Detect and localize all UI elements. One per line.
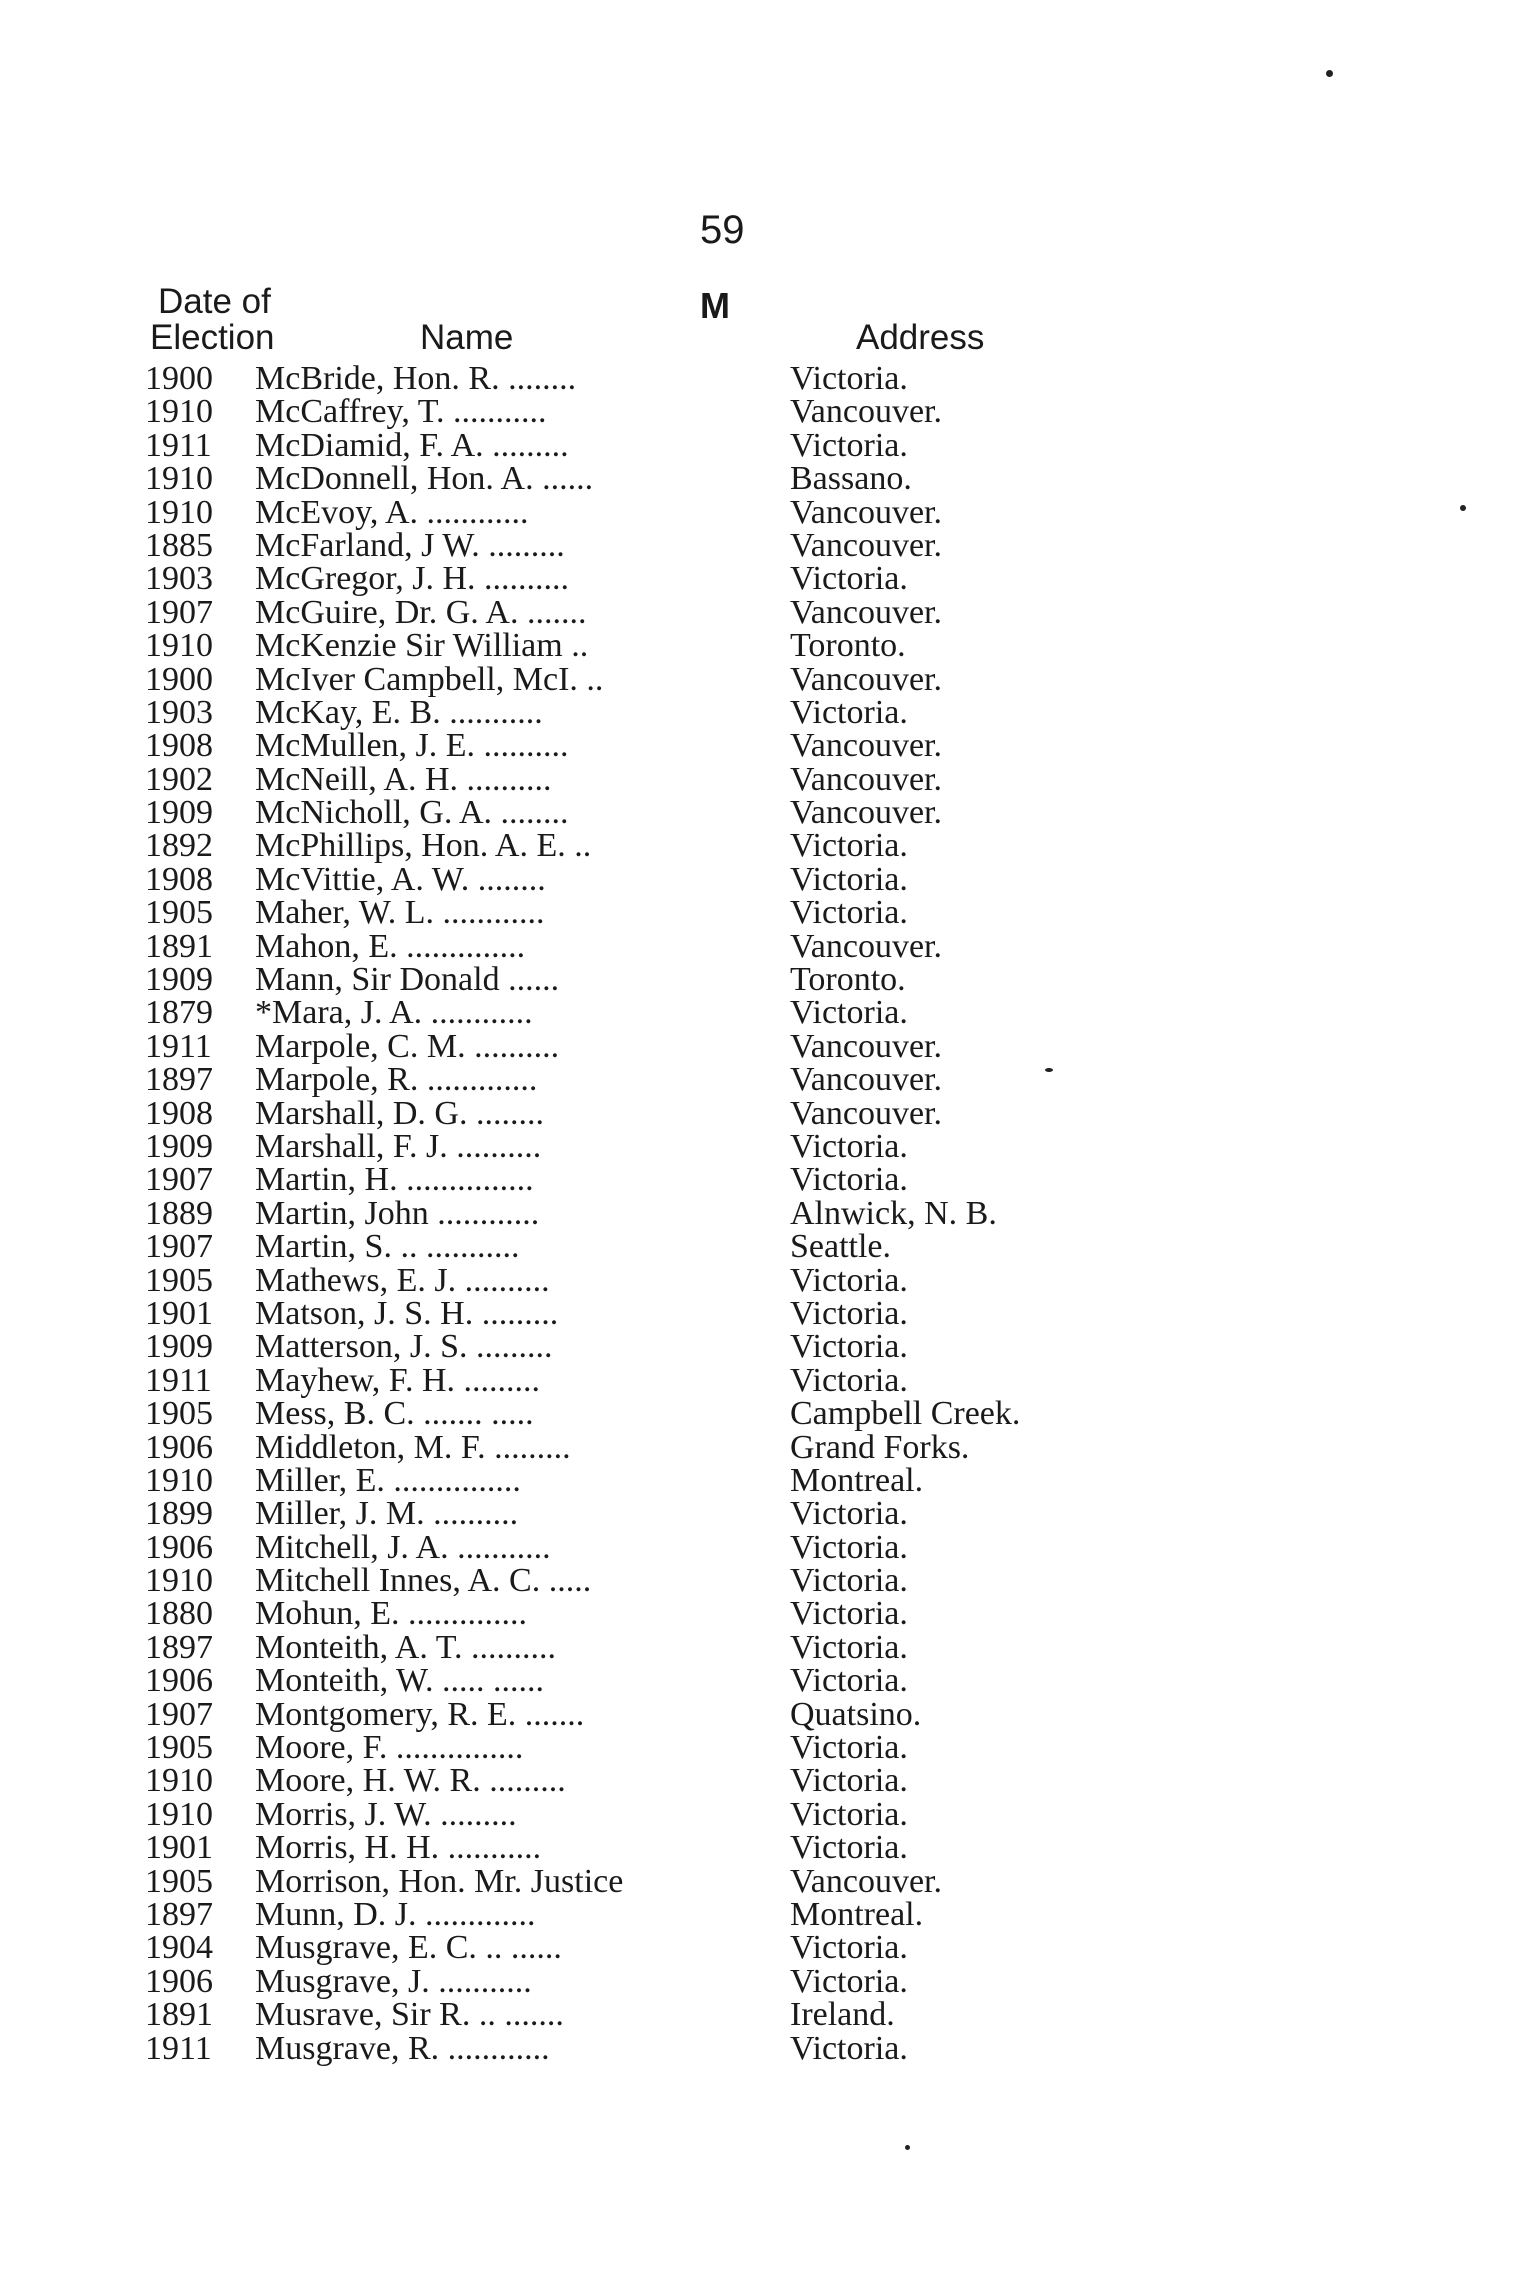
column-header-date-line1: Date of	[158, 282, 271, 321]
member-row	[145, 1261, 1185, 1299]
member-row	[145, 1161, 1185, 1199]
member-address: Victoria.	[790, 1929, 908, 1967]
election-year: 1906	[145, 1528, 213, 1566]
election-year: 1910	[145, 1461, 213, 1499]
member-row	[145, 794, 1185, 832]
election-year: 1906	[145, 1962, 213, 2000]
member-address: Victoria.	[790, 1562, 908, 1600]
member-name: Marpole, C. M. ..........	[255, 1027, 560, 1065]
member-row	[145, 927, 1185, 965]
member-row	[145, 727, 1185, 765]
member-row	[145, 827, 1185, 865]
member-name: Musgrave, R. ............	[255, 2029, 550, 2067]
election-year: 1910	[145, 393, 213, 431]
member-name: McBride, Hon. R. ........	[255, 360, 577, 397]
election-year: 1880	[145, 1595, 213, 1633]
member-address: Victoria.	[790, 360, 908, 397]
member-address: Victoria.	[790, 1762, 908, 1800]
member-address: Alnwick, N. B.	[790, 1194, 997, 1232]
election-year: 1911	[145, 426, 212, 464]
member-address: Victoria.	[790, 1962, 908, 2000]
election-year: 1900	[145, 360, 213, 397]
election-year: 1906	[145, 1662, 213, 1700]
member-name: Marpole, R. .............	[255, 1061, 538, 1099]
member-name: Morris, J. W. .........	[255, 1795, 517, 1833]
member-row	[145, 1996, 1185, 2034]
member-address: Victoria.	[790, 1528, 908, 1566]
member-address: Victoria.	[790, 994, 908, 1032]
print-speck	[1460, 505, 1466, 511]
member-list	[145, 362, 1185, 2065]
member-row	[145, 393, 1185, 431]
election-year: 1910	[145, 1562, 213, 1600]
member-row	[145, 1361, 1185, 1399]
member-row	[145, 1395, 1185, 1433]
page-number: 59	[700, 208, 745, 252]
member-row	[145, 1328, 1185, 1366]
member-name: McDonnell, Hon. A. ......	[255, 460, 594, 498]
member-address: Grand Forks.	[790, 1428, 970, 1466]
member-row	[145, 1027, 1185, 1065]
member-name: McKenzie Sir William ..	[255, 627, 589, 665]
print-speck	[1045, 1068, 1053, 1072]
election-year: 1892	[145, 827, 213, 865]
member-row	[145, 1562, 1185, 1600]
member-name: Mohun, E. ..............	[255, 1595, 527, 1633]
election-year: 1905	[145, 894, 213, 932]
member-name: Musrave, Sir R. .. .......	[255, 1996, 564, 2034]
election-year: 1908	[145, 860, 213, 898]
member-row	[145, 1929, 1185, 1967]
member-address: Victoria.	[790, 1161, 908, 1199]
member-row	[145, 627, 1185, 665]
member-name: Mitchell Innes, A. C. .....	[255, 1562, 592, 1600]
member-row	[145, 460, 1185, 498]
member-address: Vancouver.	[790, 526, 943, 564]
election-year: 1891	[145, 1996, 213, 2034]
election-year: 1907	[145, 593, 213, 631]
member-address: Vancouver.	[790, 1027, 943, 1065]
member-name: Musgrave, E. C. .. ......	[255, 1929, 562, 1967]
election-year: 1905	[145, 1395, 213, 1433]
member-address: Victoria.	[790, 1795, 908, 1833]
member-row	[145, 1862, 1185, 1900]
member-name: Martin, S. .. ...........	[255, 1228, 520, 1266]
election-year: 1907	[145, 1161, 213, 1199]
member-address: Seattle.	[790, 1228, 892, 1266]
print-speck	[905, 2145, 910, 2150]
election-year: 1903	[145, 560, 213, 598]
election-year: 1911	[145, 1027, 212, 1065]
election-year: 1910	[145, 1795, 213, 1833]
member-row	[145, 860, 1185, 898]
member-row	[145, 1528, 1185, 1566]
member-row	[145, 1962, 1185, 2000]
member-address: Victoria.	[790, 860, 908, 898]
member-row	[145, 1895, 1185, 1933]
member-name: Marshall, D. G. ........	[255, 1094, 544, 1132]
election-year: 1909	[145, 794, 213, 832]
election-year: 1910	[145, 460, 213, 498]
member-name: Mahon, E. ..............	[255, 927, 526, 965]
election-year: 1904	[145, 1929, 213, 1967]
member-name: Marshall, F. J. ..........	[255, 1127, 542, 1165]
member-name: McNeill, A. H. ..........	[255, 760, 552, 798]
member-address: Vancouver.	[790, 1862, 943, 1900]
member-name: Matson, J. S. H. .........	[255, 1294, 559, 1332]
member-address: Victoria.	[790, 1662, 908, 1700]
election-year: 1900	[145, 660, 213, 698]
election-year: 1909	[145, 1328, 213, 1366]
member-address: Victoria.	[790, 1328, 908, 1366]
member-name: Morris, H. H. ...........	[255, 1829, 542, 1867]
member-address: Victoria.	[790, 1628, 908, 1666]
member-row	[145, 1595, 1185, 1633]
election-year: 1906	[145, 1428, 213, 1466]
member-name: Musgrave, J. ...........	[255, 1962, 532, 2000]
election-year: 1897	[145, 1628, 213, 1666]
column-header-name: Name	[420, 318, 514, 357]
election-year: 1908	[145, 1094, 213, 1132]
member-address: Vancouver.	[790, 927, 943, 965]
member-row	[145, 493, 1185, 531]
column-header-address: Address	[856, 318, 985, 357]
member-address: Quatsino.	[790, 1695, 922, 1733]
election-year: 1910	[145, 627, 213, 665]
member-address: Vancouver.	[790, 794, 943, 832]
election-year: 1905	[145, 1862, 213, 1900]
member-name: Mitchell, J. A. ...........	[255, 1528, 551, 1566]
member-address: Toronto.	[790, 627, 906, 665]
member-address: Bassano.	[790, 460, 912, 498]
member-row	[145, 1628, 1185, 1666]
member-address: Victoria.	[790, 894, 908, 932]
section-letter: M	[700, 285, 730, 326]
member-name: Moore, H. W. R. .........	[255, 1762, 566, 1800]
election-year: 1879	[145, 994, 213, 1032]
election-year: 1902	[145, 760, 213, 798]
member-address: Victoria.	[790, 2029, 908, 2067]
election-year: 1897	[145, 1895, 213, 1933]
member-name: Munn, D. J. .............	[255, 1895, 536, 1933]
election-year: 1899	[145, 1495, 213, 1533]
member-name: *Mara, J. A. ............	[255, 994, 533, 1032]
member-address: Victoria.	[790, 1729, 908, 1767]
column-header-date	[150, 284, 275, 356]
member-row	[145, 1461, 1185, 1499]
member-row	[145, 1294, 1185, 1332]
election-year: 1903	[145, 693, 213, 731]
member-name: McPhillips, Hon. A. E. ..	[255, 827, 592, 865]
member-name: Miller, J. M. ..........	[255, 1495, 519, 1533]
member-address: Campbell Creek.	[790, 1395, 1021, 1433]
member-row	[145, 1061, 1185, 1099]
election-year: 1910	[145, 493, 213, 531]
member-row	[145, 1094, 1185, 1132]
member-address: Victoria.	[790, 1495, 908, 1533]
election-year: 1885	[145, 526, 213, 564]
member-name: McGuire, Dr. G. A. .......	[255, 593, 587, 631]
member-address: Vancouver.	[790, 493, 943, 531]
member-address: Vancouver.	[790, 760, 943, 798]
member-name: McDiamid, F. A. .........	[255, 426, 569, 464]
member-name: McGregor, J. H. ..........	[255, 560, 570, 598]
member-row	[145, 961, 1185, 999]
member-row	[145, 362, 1185, 395]
member-row	[145, 1495, 1185, 1533]
member-row	[145, 1127, 1185, 1165]
member-name: Monteith, W. ..... ......	[255, 1662, 545, 1700]
member-address: Vancouver.	[790, 393, 943, 431]
election-year: 1891	[145, 927, 213, 965]
member-row	[145, 426, 1185, 464]
member-name: Morrison, Hon. Mr. Justice	[255, 1862, 624, 1900]
member-address: Victoria.	[790, 426, 908, 464]
member-row	[145, 1228, 1185, 1266]
member-name: McIver Campbell, McI. ..	[255, 660, 604, 698]
member-name: Martin, H. ...............	[255, 1161, 534, 1199]
member-address: Victoria.	[790, 827, 908, 865]
member-address: Toronto.	[790, 961, 906, 999]
member-row	[145, 894, 1185, 932]
member-address: Montreal.	[790, 1461, 924, 1499]
member-address: Montreal.	[790, 1895, 924, 1933]
member-row	[145, 660, 1185, 698]
member-name: Middleton, M. F. .........	[255, 1428, 571, 1466]
member-name: Matterson, J. S. .........	[255, 1328, 553, 1366]
member-address: Ireland.	[790, 1996, 895, 2034]
member-address: Victoria.	[790, 1261, 908, 1299]
member-name: McVittie, A. W. ........	[255, 860, 546, 898]
column-header-date-line2: Election	[150, 318, 275, 357]
member-row	[145, 1829, 1185, 1867]
print-speck	[1326, 70, 1333, 77]
member-row	[145, 526, 1185, 564]
member-name: Montgomery, R. E. .......	[255, 1695, 585, 1733]
member-name: McCaffrey, T. ...........	[255, 393, 547, 431]
member-row	[145, 1428, 1185, 1466]
member-address: Victoria.	[790, 1829, 908, 1867]
member-address: Victoria.	[790, 1595, 908, 1633]
member-name: Martin, John ............	[255, 1194, 540, 1232]
member-row	[145, 560, 1185, 598]
member-address: Victoria.	[790, 1127, 908, 1165]
member-name: McMullen, J. E. ..........	[255, 727, 569, 765]
election-year: 1905	[145, 1729, 213, 1767]
election-year: 1905	[145, 1261, 213, 1299]
member-address: Victoria.	[790, 1361, 908, 1399]
election-year: 1901	[145, 1829, 213, 1867]
member-row	[145, 1695, 1185, 1733]
member-address: Vancouver.	[790, 593, 943, 631]
member-row	[145, 593, 1185, 631]
member-name: Miller, E. ...............	[255, 1461, 521, 1499]
election-year: 1907	[145, 1228, 213, 1266]
member-row	[145, 1729, 1185, 1767]
member-address: Vancouver.	[790, 1061, 943, 1099]
member-name: McFarland, J W. .........	[255, 526, 565, 564]
member-name: McNicholl, G. A. ........	[255, 794, 569, 832]
member-row	[145, 760, 1185, 798]
member-name: Mathews, E. J. ..........	[255, 1261, 550, 1299]
member-name: Mayhew, F. H. .........	[255, 1361, 540, 1399]
member-row	[145, 693, 1185, 731]
election-year: 1911	[145, 1361, 212, 1399]
election-year: 1909	[145, 961, 213, 999]
member-address: Vancouver.	[790, 1094, 943, 1132]
member-row	[145, 1762, 1185, 1800]
election-year: 1901	[145, 1294, 213, 1332]
election-year: 1889	[145, 1194, 213, 1232]
member-name: Maher, W. L. ............	[255, 894, 545, 932]
member-row	[145, 1662, 1185, 1700]
election-year: 1911	[145, 2029, 212, 2067]
member-row	[145, 1795, 1185, 1833]
election-year: 1907	[145, 1695, 213, 1733]
election-year: 1909	[145, 1127, 213, 1165]
member-name: Mann, Sir Donald ......	[255, 961, 560, 999]
member-address: Victoria.	[790, 560, 908, 598]
member-name: Mess, B. C. ....... .....	[255, 1395, 534, 1433]
member-name: McEvoy, A. ............	[255, 493, 529, 531]
member-name: Monteith, A. T. ..........	[255, 1628, 556, 1666]
member-address: Vancouver.	[790, 660, 943, 698]
member-name: McKay, E. B. ...........	[255, 693, 543, 731]
member-address: Vancouver.	[790, 727, 943, 765]
election-year: 1910	[145, 1762, 213, 1800]
member-row	[145, 994, 1185, 1032]
member-address: Victoria.	[790, 1294, 908, 1332]
member-row	[145, 2029, 1185, 2067]
member-address: Victoria.	[790, 693, 908, 731]
member-row	[145, 1194, 1185, 1232]
election-year: 1908	[145, 727, 213, 765]
election-year: 1897	[145, 1061, 213, 1099]
member-name: Moore, F. ...............	[255, 1729, 524, 1767]
